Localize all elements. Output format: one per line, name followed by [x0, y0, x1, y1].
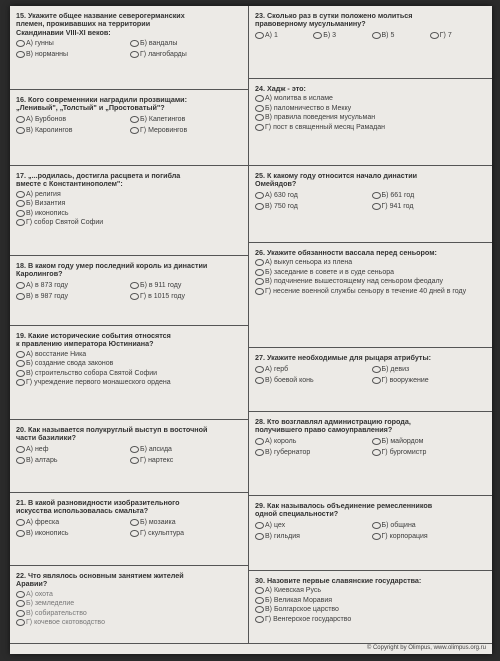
answer-option[interactable]: [16, 40, 130, 48]
answer-label: Г) лангобарды: [140, 51, 187, 59]
answer-label: А) охота: [26, 590, 53, 598]
question-text: [16, 572, 244, 589]
answer-option[interactable]: [16, 200, 244, 208]
answer-oval-icon[interactable]: [16, 446, 25, 453]
question-block: [10, 90, 248, 166]
answer-oval-icon[interactable]: [16, 360, 25, 367]
answer-option[interactable]: [372, 449, 489, 457]
question-text: [16, 332, 244, 349]
answer-label: Б) община: [381, 522, 416, 530]
question-line: 18. В каком году умер последний король из династии: [16, 261, 208, 270]
answer-option[interactable]: [16, 351, 244, 359]
answer-oval-icon[interactable]: [255, 95, 264, 102]
answer-oval-icon[interactable]: [255, 366, 264, 373]
answer-option[interactable]: [130, 282, 244, 290]
answer-label: Б) 661 год: [381, 192, 415, 200]
answer-oval-icon[interactable]: [130, 530, 139, 537]
question-block: [10, 6, 248, 90]
answer-label: В) боевой конь: [265, 376, 314, 384]
answer-oval-icon[interactable]: [255, 522, 264, 529]
left-column: [10, 6, 249, 644]
answer-option[interactable]: [16, 591, 244, 599]
answer-label: В) Каролингов: [26, 127, 73, 135]
answer-option[interactable]: [16, 619, 244, 627]
answer-oval-icon[interactable]: [16, 40, 25, 47]
question-text: [255, 249, 488, 257]
answer-label: А) религия: [26, 190, 61, 198]
question-text: [255, 172, 488, 189]
answer-label: Б) апсида: [140, 446, 172, 454]
answer-label: Б) 3: [323, 32, 337, 40]
answer-label: В) Болгарское царство: [265, 606, 339, 614]
question-line: 26. Укажите обязанности вассала перед сеньором:: [255, 248, 437, 257]
answer-label: Г) нартекс: [140, 457, 174, 465]
answer-oval-icon[interactable]: [255, 449, 264, 456]
answer-oval-icon[interactable]: [16, 191, 25, 198]
answer-option[interactable]: [255, 32, 313, 40]
answer-oval-icon[interactable]: [255, 438, 264, 445]
answer-option[interactable]: [430, 32, 488, 40]
right-column: [249, 6, 492, 644]
answer-oval-icon[interactable]: [255, 259, 264, 266]
question-line: 29. Как называлось объединение ремесленников: [255, 501, 433, 510]
question-block: [10, 420, 248, 493]
question-line: части базилики?: [16, 433, 77, 443]
answer-option[interactable]: [130, 293, 244, 301]
question-line: 17. „...родилась, достигла расцвета и погибла: [16, 171, 181, 180]
answer-oval-icon[interactable]: [130, 127, 139, 134]
answer-oval-icon[interactable]: [130, 519, 139, 526]
answer-label: В) правила поведения мусульман: [265, 114, 376, 122]
question-text: [255, 354, 488, 362]
answer-oval-icon[interactable]: [372, 32, 381, 39]
question-line: Скандинавии VIII-XI веков:: [16, 27, 111, 37]
answer-option[interactable]: [255, 114, 488, 122]
answer-option[interactable]: [16, 370, 244, 378]
test-sheet: [10, 6, 492, 654]
answer-label: Г) в 1015 году: [140, 293, 185, 301]
answer-oval-icon[interactable]: [372, 366, 381, 373]
answer-oval-icon[interactable]: [16, 282, 25, 289]
answer-option[interactable]: [16, 446, 130, 454]
answer-option[interactable]: [313, 32, 371, 40]
answer-label: Б) Великая Моравия: [265, 596, 333, 604]
answer-option[interactable]: [372, 522, 489, 530]
question-line: одной специальности?: [255, 509, 339, 519]
question-text: [16, 262, 244, 279]
answer-option[interactable]: [255, 522, 372, 530]
answer-oval-icon[interactable]: [16, 379, 25, 386]
answer-oval-icon[interactable]: [255, 32, 264, 39]
answer-option[interactable]: [372, 533, 489, 541]
answer-option[interactable]: [16, 191, 244, 199]
answer-label: В) 5: [381, 32, 395, 40]
answer-option[interactable]: [255, 438, 372, 446]
question-block: [249, 243, 492, 348]
answer-option[interactable]: [16, 360, 244, 368]
answer-oval-icon[interactable]: [16, 51, 25, 58]
answer-oval-icon[interactable]: [130, 282, 139, 289]
question-line: 23. Сколько раз в сутки положено молиться: [255, 11, 413, 20]
answer-label: А) фреска: [26, 519, 60, 527]
answer-option[interactable]: [130, 530, 244, 538]
question-line: получившего право самоуправления?: [255, 425, 393, 435]
answer-option[interactable]: [255, 449, 372, 457]
answer-label: А) Бурбонов: [26, 116, 67, 124]
answer-option[interactable]: [255, 616, 488, 624]
answer-option[interactable]: [130, 127, 244, 135]
question-block: [249, 412, 492, 496]
answer-option[interactable]: [255, 95, 488, 103]
answer-label: А) гунны: [26, 40, 54, 48]
answer-label: А) король: [265, 438, 297, 446]
answer-label: Г) 941 год: [381, 203, 414, 211]
answer-label: В) иконопись: [26, 209, 69, 217]
answer-option[interactable]: [372, 32, 430, 40]
answer-oval-icon[interactable]: [16, 210, 25, 217]
question-line: 16. Кого современники наградили прозвищами:: [16, 95, 187, 104]
answer-label: В) подчинение вышестоящему над сеньором феодалу: [265, 278, 444, 286]
answer-option[interactable]: [255, 124, 488, 132]
answer-label: Б) Византия: [26, 200, 66, 208]
question-block: [249, 79, 492, 166]
answer-oval-icon[interactable]: [130, 116, 139, 123]
answer-label: В) алтарь: [26, 457, 58, 465]
answer-oval-icon[interactable]: [372, 203, 381, 210]
question-line: 21. В какой разновидности изобразительного: [16, 498, 180, 507]
question-text: [255, 502, 488, 519]
answer-oval-icon[interactable]: [16, 530, 25, 537]
answer-option[interactable]: [372, 192, 489, 200]
answer-option[interactable]: [255, 377, 372, 385]
answer-label: А) восстание Ника: [26, 350, 87, 358]
question-line: 30. Назовите первые славянские государства:: [255, 576, 422, 585]
answer-oval-icon[interactable]: [255, 203, 264, 210]
answer-option[interactable]: [255, 366, 372, 374]
answer-option[interactable]: [16, 282, 130, 290]
answer-oval-icon[interactable]: [255, 377, 264, 384]
answer-oval-icon[interactable]: [255, 124, 264, 131]
question-line: Каролингов?: [16, 269, 63, 279]
answer-option[interactable]: [372, 203, 489, 211]
answer-label: В) иконопись: [26, 530, 69, 538]
answer-oval-icon[interactable]: [16, 519, 25, 526]
question-line: вместе с Константинополем":: [16, 179, 123, 189]
question-block: [10, 326, 248, 420]
question-line: 25. К какому году относится начало династии: [255, 171, 418, 180]
answer-option[interactable]: [255, 288, 488, 296]
answer-oval-icon[interactable]: [313, 32, 322, 39]
answer-option[interactable]: [16, 293, 130, 301]
question-block: [249, 348, 492, 412]
answer-oval-icon[interactable]: [16, 591, 25, 598]
answer-label: Б) вандалы: [140, 40, 178, 48]
answer-option[interactable]: [16, 219, 244, 227]
question-line: 15. Укажите общее название северогерманских: [16, 11, 185, 20]
answer-label: А) Киевская Русь: [265, 587, 322, 595]
answer-oval-icon[interactable]: [255, 616, 264, 623]
answer-label: А) герб: [265, 365, 289, 373]
answer-label: Б) в 911 году: [140, 282, 182, 290]
answer-oval-icon[interactable]: [16, 619, 25, 626]
question-block: [10, 566, 248, 644]
question-line: Аравии?: [16, 579, 48, 589]
answer-oval-icon[interactable]: [16, 370, 25, 377]
copyright-footer: © Copyright by Olimpus, www.olimpus.org.ru: [366, 645, 486, 651]
question-block: [249, 496, 492, 571]
answer-label: В) губернатор: [265, 449, 311, 457]
answer-oval-icon[interactable]: [255, 597, 264, 604]
answer-option[interactable]: [255, 203, 372, 211]
answer-label: А) молитва в исламе: [265, 95, 333, 103]
answer-oval-icon[interactable]: [16, 351, 25, 358]
answer-option[interactable]: [16, 210, 244, 218]
answer-option[interactable]: [255, 192, 372, 200]
answer-option[interactable]: [255, 606, 488, 614]
answer-oval-icon[interactable]: [16, 600, 25, 607]
question-line: правоверному мусульманину?: [255, 19, 366, 29]
answer-oval-icon[interactable]: [16, 293, 25, 300]
answer-option[interactable]: [16, 127, 130, 135]
question-text: [255, 577, 488, 585]
answer-label: Г) корпорация: [381, 533, 428, 541]
question-line: 24. Хадж - это:: [255, 84, 306, 93]
answer-label: Б) девиз: [381, 365, 410, 373]
answer-option[interactable]: [255, 597, 488, 605]
answer-label: Б) Капетингов: [140, 116, 186, 124]
answer-option[interactable]: [130, 40, 244, 48]
question-text: [255, 12, 488, 29]
question-block: [249, 571, 492, 644]
answer-oval-icon[interactable]: [16, 127, 25, 134]
answer-label: В) норманны: [26, 51, 69, 59]
answer-option[interactable]: [255, 278, 488, 286]
question-line: „Ленивый", „Толстый" и „Простоватый"?: [16, 103, 165, 113]
answer-label: Г) 7: [439, 32, 452, 40]
answer-label: Г) пост в священный месяц Рамадан: [265, 123, 386, 131]
answer-oval-icon[interactable]: [372, 438, 381, 445]
question-text: [255, 85, 488, 93]
answer-oval-icon[interactable]: [130, 457, 139, 464]
answer-option[interactable]: [130, 519, 244, 527]
question-text: [255, 418, 488, 435]
question-line: 19. Какие исторические события относятся: [16, 331, 171, 340]
answer-option[interactable]: [255, 587, 488, 595]
answer-option[interactable]: [372, 438, 489, 446]
answer-oval-icon[interactable]: [16, 457, 25, 464]
answer-oval-icon[interactable]: [130, 51, 139, 58]
answer-label: А) цех: [265, 522, 286, 530]
answer-oval-icon[interactable]: [255, 587, 264, 594]
answer-option[interactable]: [372, 377, 489, 385]
answer-label: Г) несение военной службы сеньору в течение 40 дней в году: [265, 287, 467, 295]
answer-oval-icon[interactable]: [255, 269, 264, 276]
question-block: [10, 493, 248, 566]
answer-label: Б) паломничество в Мекку: [265, 104, 352, 112]
answer-label: А) 630 год: [265, 192, 298, 200]
question-block: [10, 166, 248, 256]
answer-oval-icon[interactable]: [255, 533, 264, 540]
answer-option[interactable]: [16, 116, 130, 124]
answer-oval-icon[interactable]: [372, 522, 381, 529]
answer-label: А) в 873 году: [26, 282, 68, 290]
answer-option[interactable]: [130, 457, 244, 465]
answer-label: А) выкуп сеньора из плена: [265, 259, 353, 267]
answer-option[interactable]: [16, 610, 244, 618]
answer-oval-icon[interactable]: [372, 192, 381, 199]
answer-oval-icon[interactable]: [130, 40, 139, 47]
answer-oval-icon[interactable]: [130, 446, 139, 453]
answer-option[interactable]: [372, 366, 489, 374]
question-block: [249, 6, 492, 79]
answer-label: В) 750 год: [265, 203, 298, 211]
question-line: 20. Как называется полукруглый выступ в восточной: [16, 425, 208, 434]
question-line: 27. Укажите необходимые для рыцаря атрибуты:: [255, 353, 431, 362]
answer-oval-icon[interactable]: [430, 32, 439, 39]
answer-option[interactable]: [255, 269, 488, 277]
question-text: [16, 96, 244, 113]
answer-label: В) собирательство: [26, 609, 87, 617]
answer-label: Б) заседание в совете и в суде сеньора: [265, 268, 394, 276]
answer-option[interactable]: [16, 51, 130, 59]
answer-label: Г) Меровингов: [140, 127, 188, 135]
question-block: [10, 256, 248, 326]
answer-option[interactable]: [16, 457, 130, 465]
answer-oval-icon[interactable]: [255, 606, 264, 613]
answer-label: Б) создание свода законов: [26, 360, 114, 368]
answer-oval-icon[interactable]: [130, 293, 139, 300]
question-text: [16, 12, 244, 37]
answer-option[interactable]: [16, 379, 244, 387]
answer-oval-icon[interactable]: [16, 610, 25, 617]
answer-oval-icon[interactable]: [16, 116, 25, 123]
answer-oval-icon[interactable]: [16, 200, 25, 207]
answer-label: Г) кочевое скотоводство: [26, 619, 105, 627]
answer-label: Б) земледелие: [26, 600, 75, 608]
question-block: [249, 166, 492, 243]
answer-option[interactable]: [16, 519, 130, 527]
answer-label: Г) Венгерское государство: [265, 615, 352, 623]
answer-label: Б) майордом: [381, 438, 424, 446]
answer-label: А) неф: [26, 446, 49, 454]
answer-label: В) гильдия: [265, 533, 300, 541]
answer-oval-icon[interactable]: [255, 192, 264, 199]
question-line: 28. Кто возглавлял администрацию города,: [255, 417, 411, 426]
answer-option[interactable]: [255, 259, 488, 267]
answer-label: Г) учреждение первого монашеского ордена: [26, 379, 171, 387]
question-line: Омейядов?: [255, 179, 297, 189]
answer-oval-icon[interactable]: [255, 288, 264, 295]
question-text: [16, 499, 244, 516]
question-line: 22. Что являлось основным занятием жителей: [16, 571, 184, 580]
question-text: [16, 172, 244, 189]
answer-oval-icon[interactable]: [255, 278, 264, 285]
answer-oval-icon[interactable]: [372, 533, 381, 540]
answer-oval-icon[interactable]: [372, 377, 381, 384]
answer-label: А) 1: [265, 32, 278, 40]
answer-option[interactable]: [16, 600, 244, 608]
answer-label: Г) собор Святой Софии: [26, 219, 104, 227]
answer-oval-icon[interactable]: [255, 105, 264, 112]
answer-option[interactable]: [255, 533, 372, 541]
question-line: искусства использовалась смальта?: [16, 506, 149, 516]
answer-oval-icon[interactable]: [255, 114, 264, 121]
answer-label: Г) вооружение: [381, 376, 429, 384]
answer-option[interactable]: [130, 116, 244, 124]
question-line: к правлению императора Юстиниана?: [16, 339, 154, 349]
question-text: [16, 426, 244, 443]
answer-label: Г) бургомистр: [381, 449, 427, 457]
answer-label: Г) скульптура: [140, 530, 185, 538]
answer-oval-icon[interactable]: [372, 449, 381, 456]
answer-option[interactable]: [130, 51, 244, 59]
answer-oval-icon[interactable]: [16, 219, 25, 226]
answer-option[interactable]: [16, 530, 130, 538]
answer-label: В) строительство собора Святой Софии: [26, 369, 158, 377]
answer-option[interactable]: [255, 105, 488, 113]
question-line: племен, проживавших на территории: [16, 19, 151, 29]
answer-label: В) в 987 году: [26, 293, 68, 301]
answer-label: Б) мозаика: [140, 519, 176, 527]
answer-option[interactable]: [130, 446, 244, 454]
